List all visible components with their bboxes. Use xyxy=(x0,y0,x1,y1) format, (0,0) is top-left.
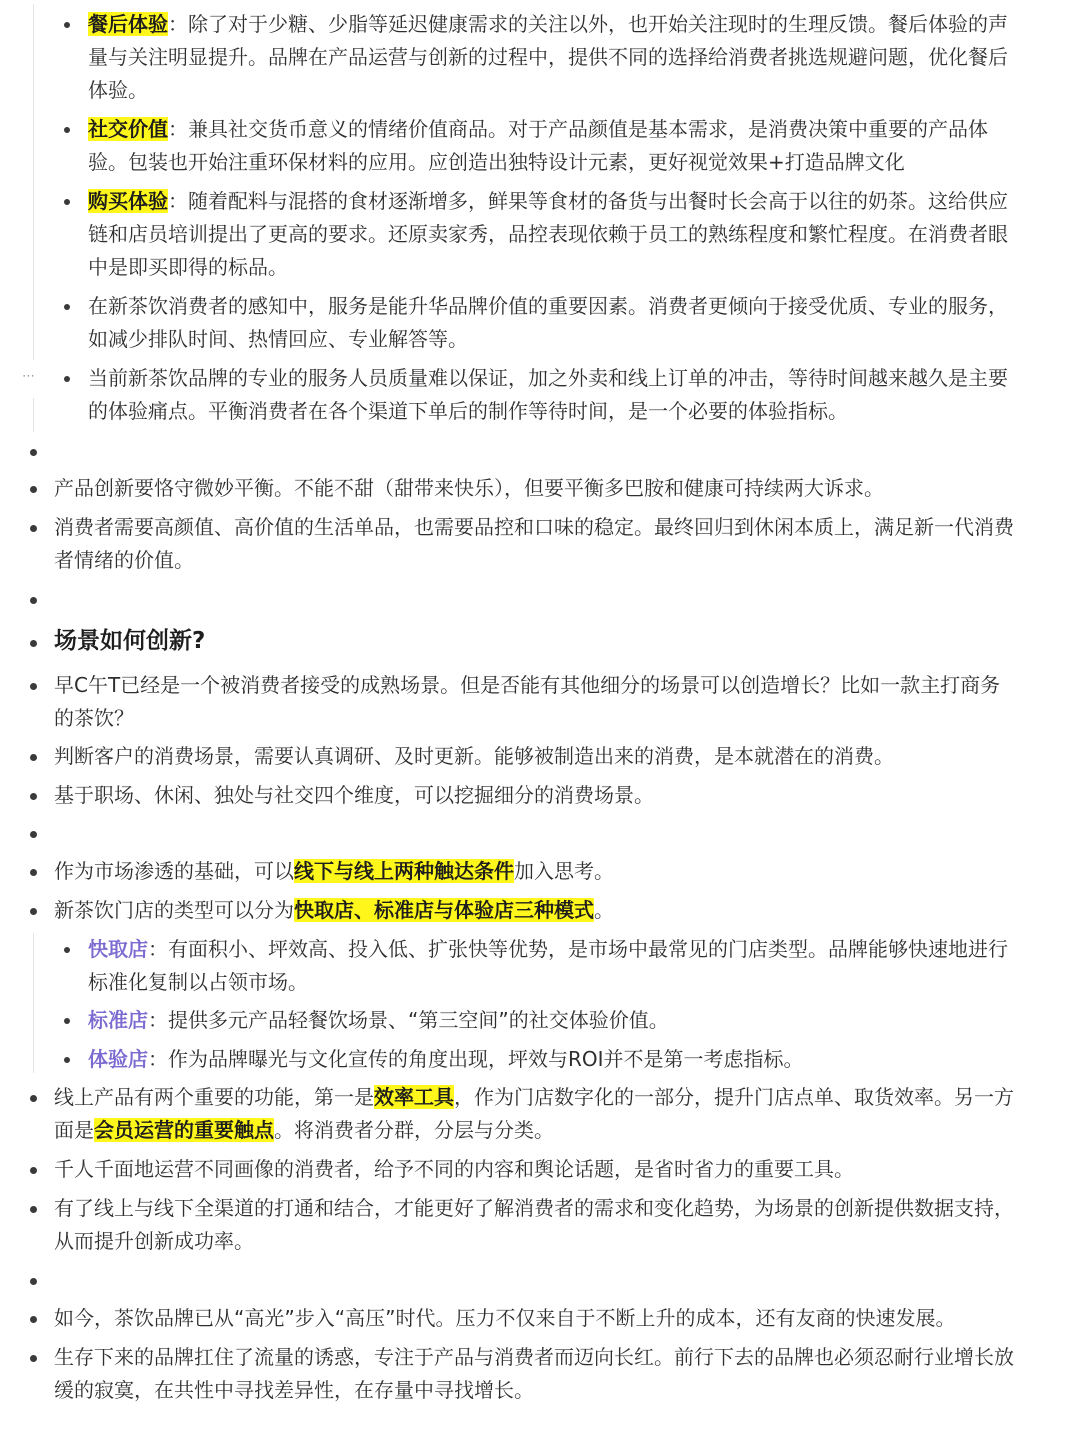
list-item-text: ：有面积小、坪效高、投入低、扩张快等优势，是市场中最常见的门店类型。品牌能够快速地进行标准化复制以占领市场。 xyxy=(88,937,1008,994)
empty-bullet-icon xyxy=(30,831,37,838)
list-item xyxy=(54,511,1014,577)
list-item-text: 新茶饮门店的类型可以分为 xyxy=(54,898,294,922)
bullet-icon xyxy=(64,22,70,28)
list-item-text: 判断客户的消费场景，需要认真调研、及时更新。能够被制造出来的消费，是本就潜在的消费。 xyxy=(54,744,894,768)
list-item-text: 。 xyxy=(594,898,614,922)
list-item-text: ：随着配料与混搭的食材逐渐增多，鲜果等食材的备货与出餐时长会高于以往的奶茶。这给供应链和店员培训提出了更高的要求。还原卖家秀，品控表现依赖于员工的熟练程度和繁忙程度。在消费者眼中是即买即得的标品。 xyxy=(88,189,1008,279)
list-item-text: 早C午T已经是一个被消费者接受的成熟场景。但是否能有其他细分的场景可以创造增长？比如一款主打商务的茶饮？ xyxy=(54,673,1001,730)
list-item-text: ：除了对于少糖、少脂等延迟健康需求的关注以外，也开始关注现时的生理反馈。餐后体验的声量与关注明显提升。品牌在产品运营与创新的过程中，提供不同的选择给消费者挑选规避问题，优化餐后体验。 xyxy=(88,12,1008,102)
list-item xyxy=(88,362,1014,428)
bullet-icon xyxy=(30,1355,37,1362)
highlight-term: 餐后体验 xyxy=(88,12,168,36)
empty-bullet-icon xyxy=(30,597,37,604)
bullet-icon xyxy=(64,376,70,382)
block-drag-handle-icon[interactable]: ⋯ xyxy=(22,369,36,384)
list-item xyxy=(54,669,1014,735)
bullet-icon xyxy=(30,640,37,647)
store-type-term: 快取店 xyxy=(88,937,148,961)
list-item-text: 在新茶饮消费者的感知中，服务是能升华品牌价值的重要因素。消费者更倾向于接受优质、专业的服务，如减少排队时间、热情回应、专业解答等。 xyxy=(88,294,1008,351)
highlight-term: 购买体验 xyxy=(88,189,168,213)
list-item xyxy=(54,740,1014,773)
list-item xyxy=(54,1341,1014,1407)
list-item-text: 。将消费者分群，分层与分类。 xyxy=(274,1118,554,1142)
bullet-icon xyxy=(64,199,70,205)
bullet-icon xyxy=(64,304,70,310)
bullet-icon xyxy=(64,1018,70,1024)
list-item xyxy=(54,1081,1014,1147)
list-item-text: 当前新茶饮品牌的专业的服务人员质量难以保证，加之外卖和线上订单的冲击，等待时间越来越久是主要的体验痛点。平衡消费者在各个渠道下单后的制作等待时间，是一个必要的体验指标。 xyxy=(88,366,1008,423)
bullet-icon xyxy=(30,754,37,761)
list-item-text: 加入思考。 xyxy=(514,859,614,883)
list-item-text: 有了线上与线下全渠道的打通和结合，才能更好了解消费者的需求和变化趋势，为场景的创新提供数据支持，从而提升创新成功率。 xyxy=(54,1196,1014,1253)
highlight-text: 快取店、标准店与体验店三种模式 xyxy=(294,898,594,922)
list-item xyxy=(54,855,1014,888)
list-item xyxy=(88,933,1014,999)
heading-text: 场景如何创新? xyxy=(54,628,206,654)
list-item-text: 作为市场渗透的基础，可以 xyxy=(54,859,294,883)
bullet-icon xyxy=(30,1206,37,1213)
bullet-icon xyxy=(30,1095,37,1102)
bullet-icon xyxy=(30,793,37,800)
store-type-term: 标准店 xyxy=(88,1008,148,1032)
empty-bullet-icon xyxy=(30,1278,37,1285)
list-item xyxy=(54,472,1014,505)
list-item-text: 如今，茶饮品牌已从“高光”步入“高压”时代。压力不仅来自于不断上升的成本，还有友商的快速发展。 xyxy=(54,1306,956,1330)
list-item-text: 生存下来的品牌扛住了流量的诱惑，专注于产品与消费者而迈向长红。前行下去的品牌也必须忍耐行业增长放缓的寂寞，在共性中寻找差异性，在存量中寻找增长。 xyxy=(54,1345,1014,1402)
bullet-icon xyxy=(30,869,37,876)
bullet-icon xyxy=(30,486,37,493)
list-item-text: 消费者需要高颜值、高价值的生活单品，也需要品控和口味的稳定。最终回归到休闲本质上，满足新一代消费者情绪的价值。 xyxy=(54,515,1014,572)
bullet-icon xyxy=(30,908,37,915)
list-item xyxy=(54,1153,1014,1186)
list-item xyxy=(88,113,1014,179)
list-item-text: 基于职场、休闲、独处与社交四个维度，可以挖掘细分的消费场景。 xyxy=(54,783,654,807)
highlight-term: 社交价值 xyxy=(88,117,168,141)
list-item xyxy=(88,185,1014,284)
list-item-text: 千人千面地运营不同画像的消费者，给予不同的内容和舆论话题，是省时省力的重要工具。 xyxy=(54,1157,854,1181)
list-item xyxy=(54,1302,1014,1335)
list-item-text: 产品创新要恪守微妙平衡。不能不甜（甜带来快乐），但要平衡多巴胺和健康可持续两大诉求。 xyxy=(54,476,884,500)
list-item xyxy=(88,1043,1014,1076)
empty-bullet-icon xyxy=(30,449,37,456)
list-item xyxy=(88,290,1014,356)
bullet-icon xyxy=(64,1057,70,1063)
bullet-icon xyxy=(30,525,37,532)
highlight-text: 效率工具 xyxy=(374,1085,454,1109)
list-item-text: ，作为门店数字化的一部分，提升门店点单、取货效率。另一方面是 xyxy=(54,1085,1014,1142)
highlight-text: 线下与线上两种触达条件 xyxy=(294,859,514,883)
nested-block-guide xyxy=(33,398,34,432)
nested-block-guide xyxy=(33,4,34,360)
section-heading xyxy=(54,625,1014,658)
bullet-icon xyxy=(64,127,70,133)
bullet-icon xyxy=(64,947,70,953)
list-item xyxy=(54,779,1014,812)
list-item-text: ：作为品牌曝光与文化宣传的角度出现，坪效与ROI并不是第一考虑指标。 xyxy=(148,1047,804,1071)
list-item xyxy=(88,8,1014,107)
bullet-icon xyxy=(30,1316,37,1323)
highlight-text: 会员运营的重要触点 xyxy=(94,1118,274,1142)
list-item xyxy=(54,1192,1014,1258)
list-item xyxy=(88,1004,1014,1037)
list-item-text: ：兼具社交货币意义的情绪价值商品。对于产品颜值是基本需求，是消费决策中重要的产品体验。包装也开始注重环保材料的应用。应创造出独特设计元素，更好视觉效果+打造品牌文化 xyxy=(88,117,988,174)
bullet-icon xyxy=(30,1167,37,1174)
list-item xyxy=(54,894,1014,927)
list-item-text: ：提供多元产品轻餐饮场景、“第三空间”的社交体验价值。 xyxy=(148,1008,669,1032)
bullet-icon xyxy=(30,683,37,690)
store-type-term: 体验店 xyxy=(88,1047,148,1071)
list-item-text: 线上产品有两个重要的功能，第一是 xyxy=(54,1085,374,1109)
nested-block-guide xyxy=(33,933,34,1073)
